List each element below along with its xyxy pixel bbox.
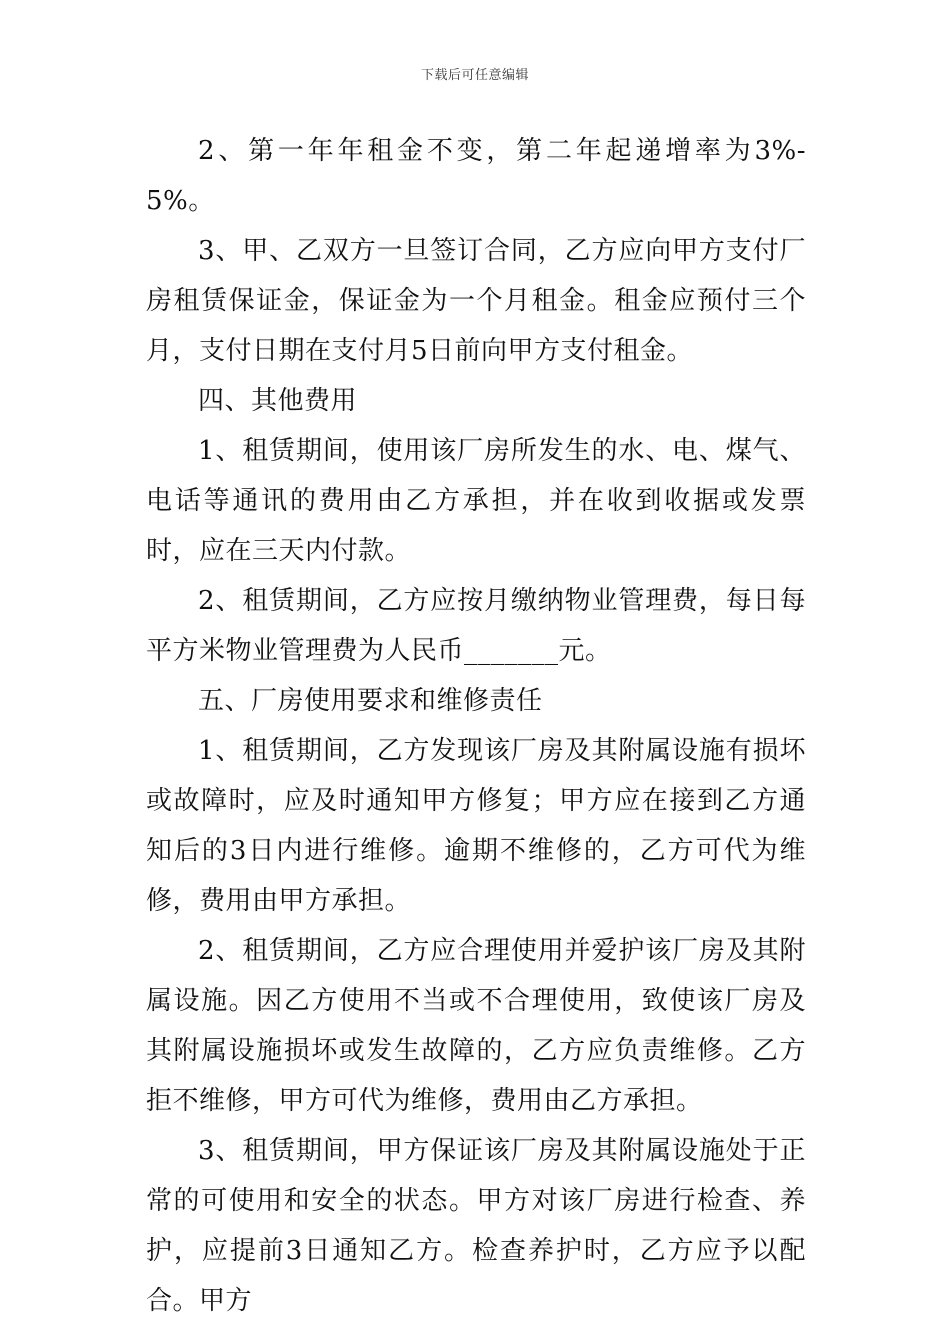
section-heading-other-fees: 四、其他费用 bbox=[198, 386, 358, 416]
paragraph-utilities: 1、租赁期间，使用该厂房所发生的水、电、煤气、电话等通讯的费用由乙方承担，并在收到收据或发票时，应在三天内付款。 bbox=[146, 436, 806, 566]
paragraph-repair-notice: 1、租赁期间，乙方发现该厂房及其附属设施有损坏或故障时，应及时通知甲方修复；甲方应在接到乙方通知后的3日内进行维修。逾期不维修的，乙方可代为维修，费用由甲方承担。 bbox=[146, 736, 806, 916]
paragraph-rent-increase: 2、第一年年租金不变，第二年起递增率为3%-5%。 bbox=[146, 136, 806, 216]
paragraph-deposit: 3、甲、乙双方一旦签订合同，乙方应向甲方支付厂房租赁保证金，保证金为一个月租金。租金应预付三个月，支付日期在支付月5日前向甲方支付租金。 bbox=[146, 236, 806, 366]
section-heading-usage-maintenance: 五、厂房使用要求和维修责任 bbox=[198, 686, 543, 716]
document-body bbox=[146, 126, 806, 1326]
page-header: 下载后可任意编辑 bbox=[420, 68, 529, 83]
paragraph-property-fee: 2、租赁期间，乙方应按月缴纳物业管理费，每日每平方米物业管理费为人民币_______元。 bbox=[146, 586, 806, 666]
paragraph-landlord-guarantee: 3、租赁期间，甲方保证该厂房及其附属设施处于正常的可使用和安全的状态。甲方对该厂房进行检查、养护，应提前3日通知乙方。检查养护时，乙方应予以配合。甲方 bbox=[146, 1136, 806, 1316]
paragraph-tenant-care: 2、租赁期间，乙方应合理使用并爱护该厂房及其附属设施。因乙方使用不当或不合理使用，致使该厂房及其附属设施损坏或发生故障的，乙方应负责维修。乙方拒不维修，甲方可代为维修，费用由乙方承担。 bbox=[146, 936, 806, 1116]
